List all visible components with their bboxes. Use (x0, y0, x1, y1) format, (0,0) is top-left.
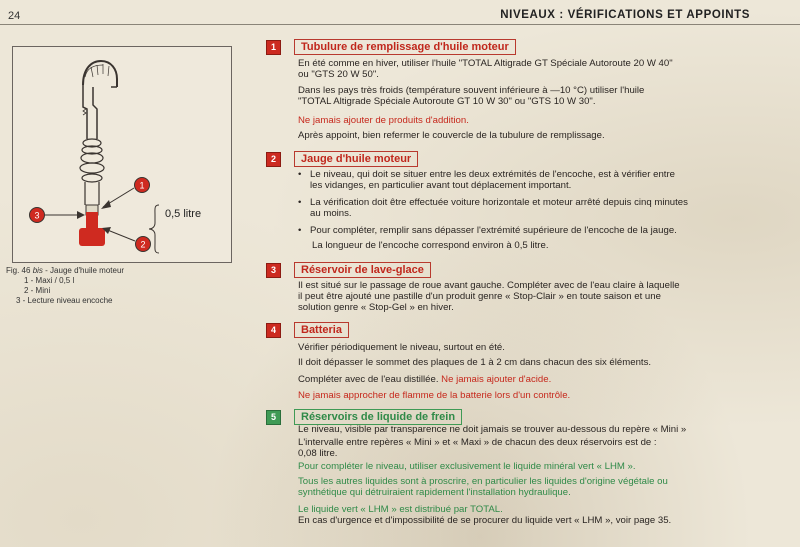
section-battery (266, 323, 766, 403)
section-note: synthétique qui détruiraient rapidement l'installation hydraulique. (298, 487, 571, 498)
section-title: Réservoir de lave-glace (294, 262, 431, 278)
page-number: 24 (8, 10, 21, 22)
figure-caption-notch: 3 - Lecture niveau encoche (16, 296, 113, 305)
header-divider (0, 24, 800, 25)
dipstick-illustration (13, 47, 231, 262)
section-warning: Ne jamais ajouter d'acide. (441, 374, 552, 385)
section-note: Pour compléter le niveau, utiliser exclusivement le liquide minéral vert « LHM ». (298, 461, 636, 472)
figure-caption-title: Fig. 46 bis - Jauge d'huile moteur (6, 266, 125, 275)
figure-caption-maxi: 1 - Maxi / 0,5 l (24, 276, 75, 285)
section-brake-reservoirs (266, 410, 766, 530)
section-text: il peut être ajouté une pastille d'un produit genre « Stop-Clair » en toute saison et une (298, 291, 661, 302)
section-washer-reservoir (266, 263, 766, 323)
dipstick-figure (12, 46, 232, 263)
section-warning: Ne jamais approcher de flamme de la batterie lors d'un contrôle. (298, 390, 571, 401)
section-warning: Ne jamais ajouter de produits d'addition. (298, 115, 469, 126)
section-text: Le niveau, visible par transparence ne doit jamais se trouver au-dessous du repère « Mini » (298, 424, 687, 435)
section-text: Dans les pays très froids (température souvent inférieure à —10 °C) utiliser l'huile (298, 85, 645, 96)
section-title: Jauge d'huile moteur (294, 151, 418, 167)
section-text: L'intervalle entre repères « Mini » et « Maxi » de chacun des deux réservoirs est de : (298, 437, 657, 448)
section-title: Batteria (294, 322, 349, 338)
section-text: les vidanges, en particulier avant tout déplacement important. (310, 180, 572, 191)
section-number: 5 (266, 410, 281, 425)
section-text: au moins. (310, 208, 352, 219)
section-title: Tubulure de remplissage d'huile moteur (294, 39, 516, 55)
section-number: 1 (266, 40, 281, 55)
page-header-title: NIVEAUX : VÉRIFICATIONS ET APPOINTS (500, 9, 750, 21)
section-text: ou "GTS 20 W 50". (298, 69, 379, 80)
section-note: Tous les autres liquides sont à proscrire, en particulier les liquides d'origine végétale ou (298, 476, 668, 487)
figure-caption (6, 266, 246, 306)
volume-label: 0,5 litre (165, 208, 202, 220)
section-oil-filler (266, 40, 766, 140)
bullet-item: • La vérification doit être effectuée voiture horizontale et moteur arrêté depuis cinq minutes (310, 197, 688, 208)
section-number: 4 (266, 323, 281, 338)
section-note: Le liquide vert « LHM » est distribué par TOTAL. (298, 504, 503, 515)
bullet-item: • Pour compléter, remplir sans dépasser l'extrémité supérieure de l'encoche de la jauge. (310, 225, 677, 236)
section-text: solution genre « Stop-Gel » en hiver. (298, 302, 454, 313)
section-number: 2 (266, 152, 281, 167)
section-text: La longueur de l'encoche correspond environ à 0,5 litre. (312, 240, 549, 251)
section-text: Il est situé sur le passage de roue avant gauche. Compléter avec de l'eau claire à laquelle (298, 280, 680, 291)
section-text: En cas d'urgence et d'impossibilité de se procurer du liquide vert « LHM », voir page 35. (298, 515, 672, 526)
section-text: 0,08 litre. (298, 448, 338, 459)
figure-caption-mini: 2 - Mini (24, 286, 51, 295)
section-text: Compléter avec de l'eau distillée. Ne jamais ajouter d'acide. (298, 374, 552, 385)
bullet-item: • Le niveau, qui doit se situer entre les deux extrémités de l'encoche, est à vérifier entre (310, 169, 675, 180)
section-oil-dipstick (266, 152, 766, 256)
svg-text:3: 3 (34, 210, 40, 221)
svg-text:2: 2 (140, 239, 146, 250)
section-text: "TOTAL Altigrade Spéciale Autoroute GT 10 W 30" ou "GTS 10 W 30". (298, 96, 596, 107)
section-title: Réservoirs de liquide de frein (294, 409, 462, 425)
section-text: Vérifier périodiquement le niveau, surtout en été. (298, 342, 505, 353)
section-text: En été comme en hiver, utiliser l'huile "TOTAL Altigrade GT Spéciale Autoroute 20 W 40" (298, 58, 673, 69)
section-text: Il doit dépasser le sommet des plaques de 1 à 2 cm dans chacun des six éléments. (298, 357, 652, 368)
section-text: Après appoint, bien refermer le couvercle de la tubulure de remplissage. (298, 130, 605, 141)
section-number: 3 (266, 263, 281, 278)
svg-text:1: 1 (139, 180, 145, 191)
